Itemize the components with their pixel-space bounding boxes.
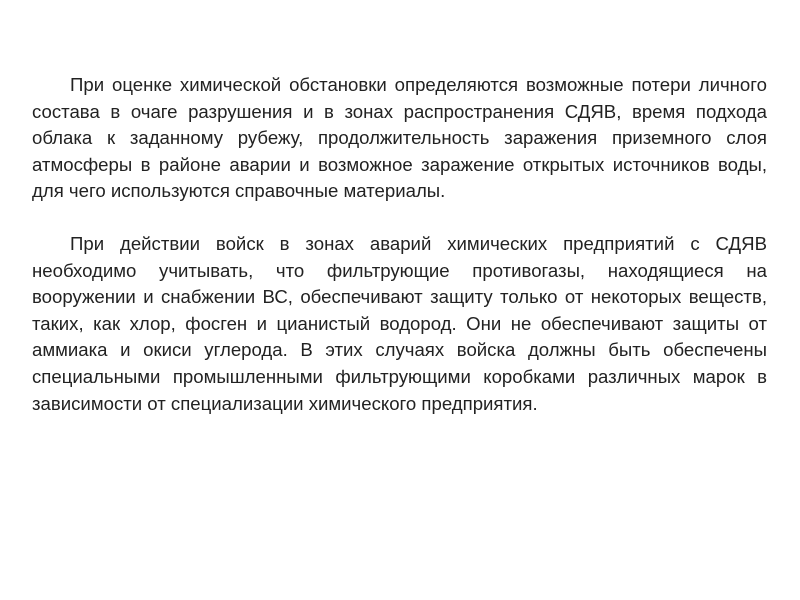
text-block bbox=[32, 72, 767, 417]
paragraph-troop-actions-in-accident-zones: При действии войск в зонах аварий химических предприятий с СДЯВ необходимо учитывать, что фильтрующие противогазы, находящиеся на вооружении и снабжении ВС, обеспечивают защиту только от некоторых веществ, таких, как хлор, фосген и цианистый водород. Они не обеспечивают защиты от аммиака и окиси углерода. В этих случаях войска должны быть обеспечены специальными промышленными фильтрующими коробками различных марок в зависимости от специализации химического предприятия. bbox=[32, 232, 767, 414]
paragraph-chemical-situation-assessment: При оценке химической обстановки определяются возможные потери личного состава в очаге разрушения и в зонах распространения СДЯВ, время подхода облака к заданному рубежу, продолжительность заражения приземного слоя атмосферы в районе аварии и возможное заражение открытых источников воды, для чего используются справочные материалы. bbox=[32, 74, 767, 202]
